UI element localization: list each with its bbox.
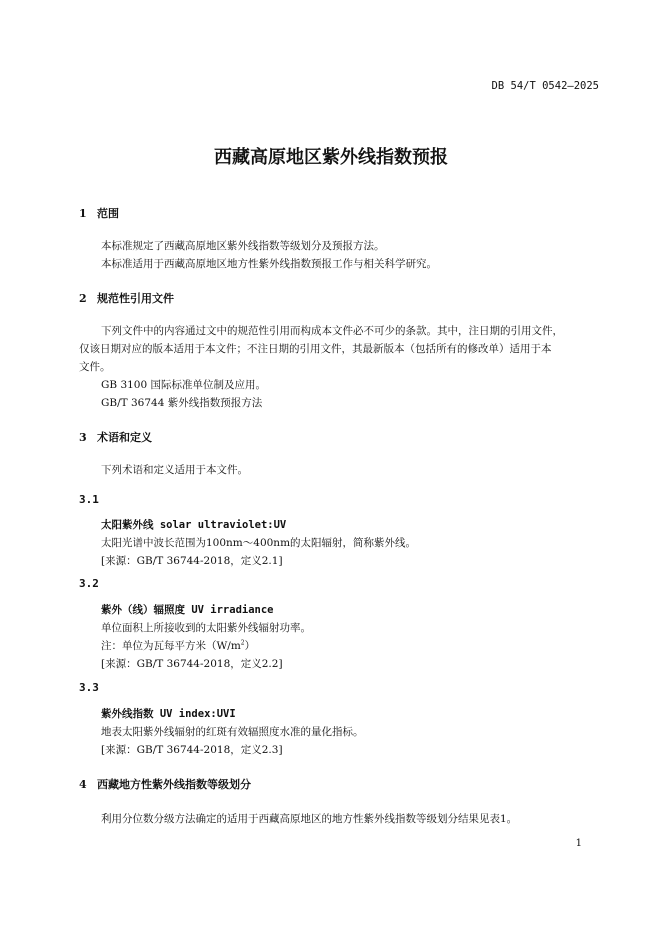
normative-reference-2: GB/T 36744 紫外线指数预报方法 — [101, 397, 263, 409]
section-4-heading — [79, 776, 251, 792]
term-3-1-source: [来源：GB/T 36744-2018，定义2.1] — [101, 555, 283, 567]
term-3-3-definition: 地表太阳紫外线辐射的红斑有效辐照度水准的量化指标。 — [101, 726, 364, 738]
page-title: 西藏高原地区紫外线指数预报 — [214, 147, 448, 168]
term-3-3-number: 3.3 — [79, 681, 99, 694]
section-number: 4 — [79, 778, 87, 791]
section-title: 术语和定义 — [97, 431, 152, 444]
section-2-paragraph-line-1: 下列文件中的内容通过文中的规范性引用而构成本文件必不可少的条款。其中，注日期的引用文件， — [101, 325, 563, 337]
term-3-1-title: 太阳紫外线 solar ultraviolet:UV — [101, 519, 287, 531]
term-3-2-source: [来源：GB/T 36744-2018，定义2.2] — [101, 658, 283, 670]
term-3-2-title: 紫外（线）辐照度 UV irradiance — [101, 604, 274, 616]
normative-reference-1: GB 3100 国际标准单位制及应用。 — [101, 379, 267, 391]
section-number: 2 — [79, 292, 87, 305]
section-title: 范围 — [97, 207, 119, 220]
section-number: 1 — [79, 207, 87, 220]
section-title: 西藏地方性紫外线指数等级划分 — [97, 778, 251, 791]
term-3-3-title: 紫外线指数 UV index:UVI — [101, 708, 236, 720]
section-1-heading — [79, 205, 119, 221]
term-3-1-number: 3.1 — [79, 493, 99, 506]
section-1-paragraph-2: 本标准适用于西藏高原地区地方性紫外线指数预报工作与相关科学研究。 — [101, 258, 437, 270]
section-2-heading — [79, 290, 174, 306]
note-suffix: ） — [244, 640, 256, 652]
section-3-intro: 下列术语和定义适用于本文件。 — [101, 464, 248, 476]
document-number: DB 54/T 0542—2025 — [491, 80, 599, 92]
page-number: 1 — [575, 838, 582, 849]
note-text: 注：单位为瓦每平方米（W/m — [101, 640, 241, 652]
section-2-paragraph-line-2: 仅该日期对应的版本适用于本文件；不注日期的引用文件，其最新版本（包括所有的修改单）适用于本 — [79, 343, 552, 355]
term-3-2-definition: 单位面积上所接收到的太阳紫外线辐射功率。 — [101, 622, 311, 634]
term-3-2-note — [101, 638, 255, 653]
section-3-heading — [79, 429, 152, 445]
section-1-paragraph-1: 本标准规定了西藏高原地区紫外线指数等级划分及预报方法。 — [101, 240, 385, 252]
term-3-2-number: 3.2 — [79, 577, 99, 590]
note-superscript: 2 — [240, 639, 245, 647]
term-3-1-definition: 太阳光谱中波长范围为100nm～400nm的太阳辐射，简称紫外线。 — [101, 537, 417, 549]
section-2-paragraph-line-3: 文件。 — [79, 361, 111, 373]
term-3-3-source: [来源：GB/T 36744-2018，定义2.3] — [101, 744, 283, 756]
section-title: 规范性引用文件 — [97, 292, 174, 305]
section-number: 3 — [79, 431, 87, 444]
section-4-paragraph: 利用分位数分级方法确定的适用于西藏高原地区的地方性紫外线指数等级划分结果见表1。 — [101, 813, 518, 825]
